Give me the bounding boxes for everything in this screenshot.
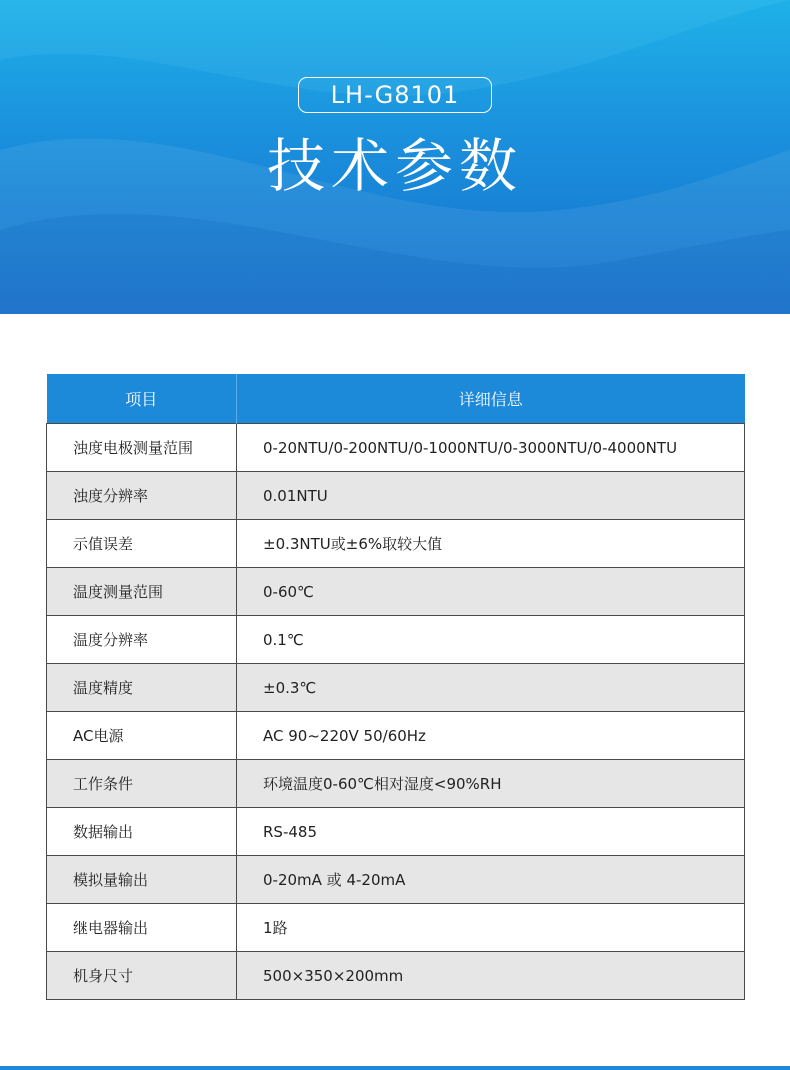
row-value: 500×350×200mm <box>237 952 745 1000</box>
table-row <box>47 424 745 472</box>
row-label: 温度精度 <box>47 664 237 712</box>
row-label: 浊度分辨率 <box>47 472 237 520</box>
row-value: 0-20mA 或 4-20mA <box>237 856 745 904</box>
table-row <box>47 664 745 712</box>
row-label: 温度测量范围 <box>47 568 237 616</box>
table-row <box>47 760 745 808</box>
column-header-item: 项目 <box>47 374 237 424</box>
row-label: 模拟量输出 <box>47 856 237 904</box>
footer-accent-line <box>0 1066 790 1070</box>
row-value: ±0.3NTU或±6%取较大值 <box>237 520 745 568</box>
row-label: 继电器输出 <box>47 904 237 952</box>
table-row <box>47 952 745 1000</box>
row-label: 数据输出 <box>47 808 237 856</box>
table-row <box>47 808 745 856</box>
table-row <box>47 856 745 904</box>
table-row <box>47 712 745 760</box>
row-value: RS-485 <box>237 808 745 856</box>
row-value: 0-20NTU/0-200NTU/0-1000NTU/0-3000NTU/0-4000NTU <box>237 424 745 472</box>
row-value: 0-60℃ <box>237 568 745 616</box>
header-banner <box>0 0 790 314</box>
page-title: 技术参数 <box>266 132 523 200</box>
table-row <box>47 520 745 568</box>
row-label: 机身尺寸 <box>47 952 237 1000</box>
row-label: 浊度电极测量范围 <box>47 424 237 472</box>
spec-table <box>46 374 745 1000</box>
row-value: AC 90~220V 50/60Hz <box>237 712 745 760</box>
row-label: 示值误差 <box>47 520 237 568</box>
row-value: 0.01NTU <box>237 472 745 520</box>
row-label: 温度分辨率 <box>47 616 237 664</box>
table-row <box>47 472 745 520</box>
table-row <box>47 568 745 616</box>
column-header-detail: 详细信息 <box>237 374 745 424</box>
model-badge: LH-G8101 <box>298 77 492 113</box>
row-value: 0.1℃ <box>237 616 745 664</box>
row-value: 1路 <box>237 904 745 952</box>
row-label: 工作条件 <box>47 760 237 808</box>
table-header-row <box>47 374 745 424</box>
table-row <box>47 616 745 664</box>
row-value: ±0.3℃ <box>237 664 745 712</box>
table-row <box>47 904 745 952</box>
row-label: AC电源 <box>47 712 237 760</box>
row-value: 环境温度0-60℃相对湿度<90%RH <box>237 760 745 808</box>
